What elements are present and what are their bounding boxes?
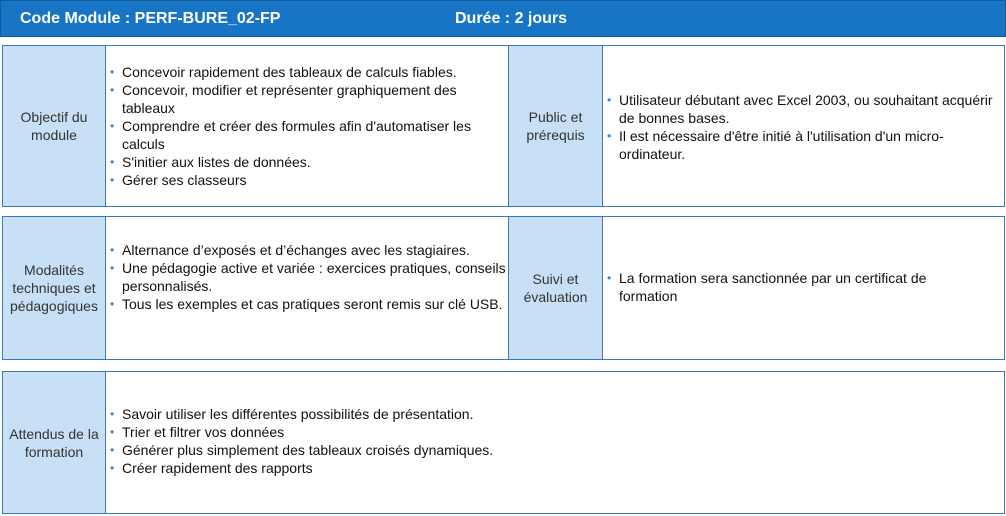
attendus-list [108, 405, 988, 477]
modalites-label [2, 216, 106, 360]
list-item: • Il est nécessaire d'être initié à l'utilisation d'un micro-ordinateur. [605, 127, 995, 163]
public-label [508, 45, 603, 207]
module-code: Code Module : PERF-BURE_02-FP [20, 10, 281, 27]
list-item: • S'initier aux listes de données. [108, 153, 508, 171]
list-item: • Gérer ses classeurs [108, 171, 508, 189]
list-item: • Une pédagogie active et variée : exercices pratiques, conseils personnalisés. [108, 259, 508, 295]
header-bar [0, 0, 1006, 37]
list-item: • La formation sera sanctionnée par un certificat de formation [605, 269, 975, 305]
modalites-box [105, 216, 509, 360]
list-item: • Comprendre et créer des formules afin d'automatiser les calculs [108, 117, 508, 153]
list-item: • Alternance d’exposés et d’échanges avec les stagiaires. [108, 241, 508, 259]
modalites-label-text: Modalités techniques et pédagogiques [10, 262, 98, 314]
public-list [605, 91, 995, 163]
modalites-list [108, 241, 508, 313]
objectif-label [2, 45, 106, 207]
public-box [602, 45, 1005, 207]
suivi-label-text: Suivi et évaluation [523, 271, 588, 305]
list-item: • Trier et filtrer vos données [108, 423, 988, 441]
suivi-label [508, 216, 603, 360]
list-item: • Générer plus simplement des tableaux croisés dynamiques. [108, 441, 988, 459]
objectif-label-text: Objectif du module [20, 109, 88, 143]
list-item: • Savoir utiliser les différentes possibilités de présentation. [108, 405, 988, 423]
suivi-list [605, 269, 975, 305]
attendus-label [2, 371, 106, 514]
attendus-label-text: Attendus de la formation [9, 425, 99, 460]
list-item: • Concevoir, modifier et représenter graphiquement des tableaux [108, 81, 508, 117]
duration: Durée : 2 jours [455, 10, 568, 27]
list-item: • Utilisateur débutant avec Excel 2003, ou souhaitant acquérir de bonnes bases. [605, 91, 995, 127]
public-label-text: Public et prérequis [526, 109, 585, 143]
objectif-list [108, 63, 508, 189]
suivi-box [602, 216, 1005, 360]
objectif-box [105, 45, 509, 207]
list-item: • Tous les exemples et cas pratiques seront remis sur clé USB. [108, 295, 508, 313]
attendus-box [105, 371, 1005, 514]
list-item: • Concevoir rapidement des tableaux de calculs fiables. [108, 63, 508, 81]
list-item: • Créer rapidement des rapports [108, 459, 988, 477]
